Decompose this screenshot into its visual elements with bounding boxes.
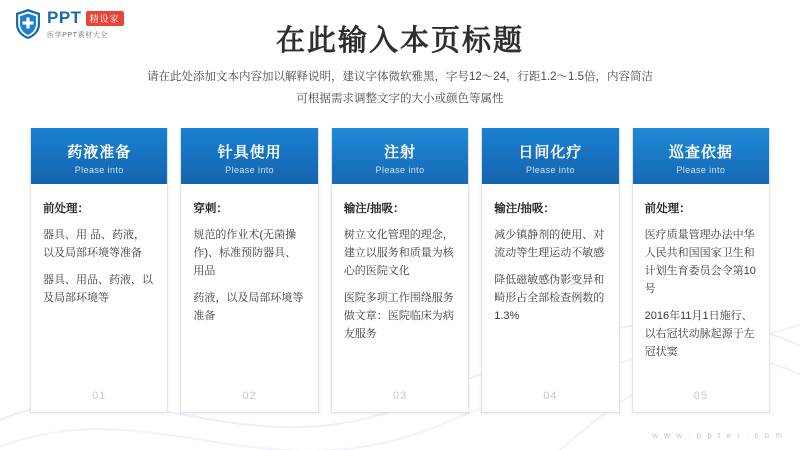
card-lead: 前处理： <box>43 203 89 215</box>
page-title: 在此输入本页标题 <box>275 25 524 57</box>
card-subtitle: Please into <box>74 165 124 175</box>
card-title: 注射 <box>384 144 417 161</box>
card-list <box>30 128 770 413</box>
card-header <box>332 128 468 184</box>
list-item[interactable] <box>481 128 619 413</box>
card-number: 02 <box>242 390 257 402</box>
card-title: 日间化疗 <box>518 144 583 161</box>
card-paragraph: 医疗质量管理办法中华人民共和国国家卫生和计划生育委员会令第10号 <box>644 229 756 295</box>
card-body <box>181 184 317 390</box>
logo-tagline: 医学PPT素材大全 <box>47 32 109 39</box>
list-item[interactable] <box>331 128 469 413</box>
logo-badge: 精设家 <box>86 11 124 26</box>
card-body <box>482 184 618 390</box>
logo-brand: PPT <box>47 8 82 27</box>
subtitle-line-1: 请在此处添加文本内容加以解释说明，建议字体微软雅黑，字号12～24，行距1.2～1.5倍，内容简洁 <box>146 71 654 83</box>
card-lead: 输注/抽吸： <box>343 203 405 215</box>
card-paragraph: 医院多项工作围绕服务做文章：医院临床为病友服务 <box>343 292 454 340</box>
card-paragraph: 2016年11月1日施行、以右冠状动脉起源于左冠状窦 <box>644 310 755 358</box>
card-subtitle: Please into <box>525 165 575 175</box>
page-subtitle <box>0 66 800 110</box>
card-paragraph: 药液，以及局部环境等准备 <box>193 292 304 322</box>
card-number: 01 <box>92 390 107 402</box>
list-item[interactable] <box>30 128 168 413</box>
card-header <box>482 128 618 184</box>
card-header <box>31 128 167 184</box>
card-body <box>332 184 468 390</box>
card-paragraph: 器具、用 品、药液，以及局部环境等准备 <box>43 229 146 259</box>
card-paragraph: 减少镇静剂的使用、对流动等生理运动不敏感 <box>494 229 605 259</box>
card-header <box>633 128 769 184</box>
card-lead: 穿刺： <box>193 203 228 215</box>
card-paragraph: 规范的作业术(无菌操作)、标准预防器具、用品 <box>193 229 297 277</box>
card-title: 药液准备 <box>67 144 132 161</box>
card-subtitle: Please into <box>676 165 726 175</box>
card-paragraph: 降低磁敏感伪影变异和畸形占全部检查例数的1.3% <box>494 274 605 322</box>
card-body <box>31 184 167 390</box>
list-item[interactable] <box>180 128 318 413</box>
card-paragraph: 树立文化管理的理念，建立以服务和质量为核心的医院文化 <box>343 229 454 277</box>
card-title: 针具使用 <box>217 144 282 161</box>
card-number: 05 <box>693 390 708 402</box>
card-lead: 前处理： <box>644 203 691 215</box>
card-title: 巡查依据 <box>668 144 733 161</box>
list-item[interactable] <box>632 128 770 413</box>
card-subtitle: Please into <box>375 165 425 175</box>
card-body <box>633 184 769 390</box>
subtitle-line-2: 可根据需求调整文字的大小或颜色等属性 <box>296 93 504 105</box>
card-paragraph: 器具、用品、药液，以及局部环境等 <box>43 274 153 304</box>
card-lead: 输注/抽吸： <box>494 203 555 215</box>
card-subtitle: Please into <box>225 165 275 175</box>
footer-watermark: w w w . p p t e r . c o m <box>652 431 784 440</box>
card-number: 04 <box>543 390 558 402</box>
card-number: 03 <box>392 390 408 402</box>
card-header <box>181 128 317 184</box>
